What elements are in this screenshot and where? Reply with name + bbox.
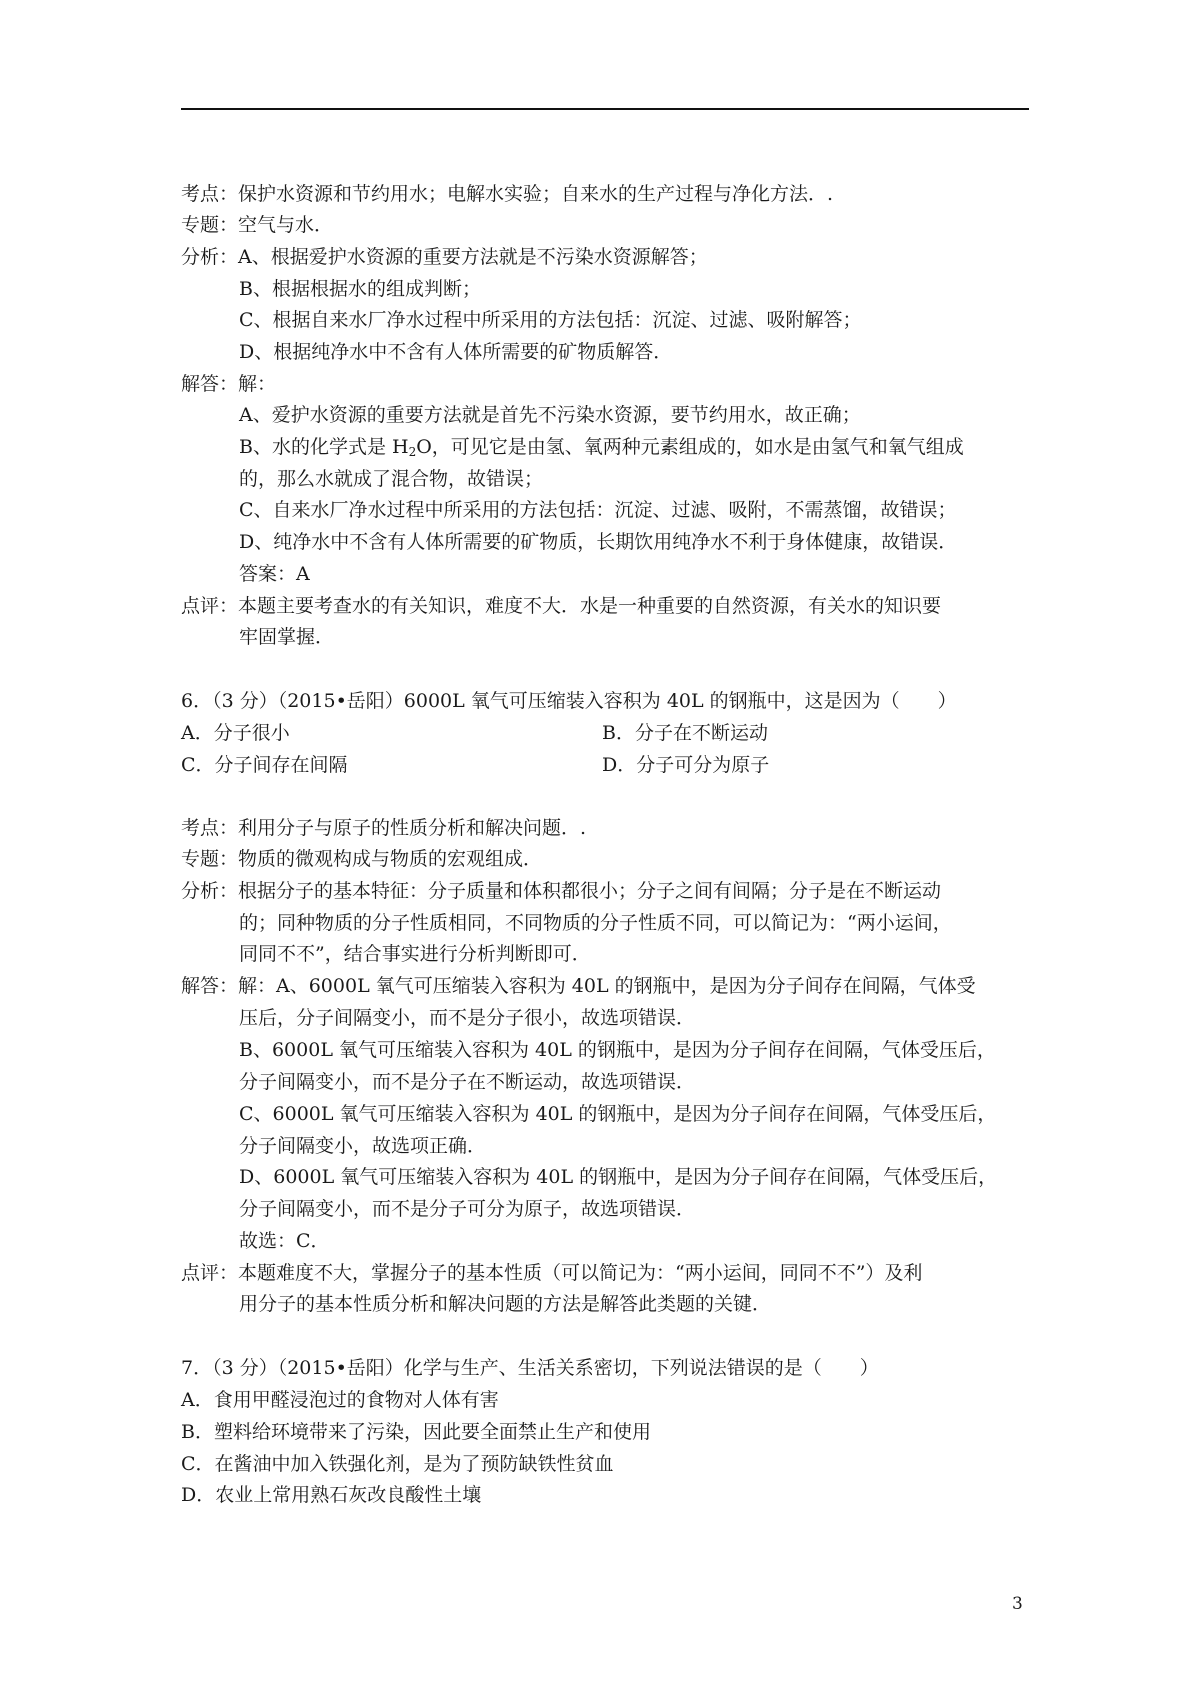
q5-fenxi-line: B、根据根据水的组成判断； [239, 278, 481, 300]
q6-option-b: B．分子在不断运动 [602, 722, 768, 744]
q6-jieda-line: C、6000L 氧气可压缩装入容积为 40L 的钢瓶中，是因为分子间存在间隔，气体受压后， [239, 1103, 997, 1125]
q6-option-c: C．分子间存在间隔 [181, 754, 348, 776]
q6-jieda-line: 分子间隔变小，而不是分子可分为原子，故选项错误． [239, 1198, 696, 1220]
q7-option-a: A．食用甲醛浸泡过的食物对人体有害 [181, 1389, 499, 1411]
q5-jieda-line: D、纯净水中不含有人体所需要的矿物质，长期饮用纯净水不利于身体健康，故错误． [239, 531, 958, 553]
q5-fenxi-line: D、根据纯净水中不含有人体所需要的矿物质解答． [239, 341, 673, 363]
page-number: 3 [1012, 1594, 1023, 1614]
q6-jieda-line: B、6000L 氧气可压缩装入容积为 40L 的钢瓶中，是因为分子间存在间隔，气体受压后， [239, 1039, 996, 1061]
q6-jieda-line: 分子间隔变小，故选项正确． [239, 1135, 487, 1157]
q6-fenxi-line: 分析：根据分子的基本特征：分子质量和体积都很小；分子之间有间隔；分子是在不断运动 [181, 880, 942, 902]
q6-jieda-line: 压后，分子间隔变小，而不是分子很小，故选项错误． [239, 1007, 696, 1029]
q5-jieda-line-formula: B、水的化学式是 $H_2O$，可见它是由氢、氧两种元素组成的，如水是由氢气和氧气组成 [239, 436, 964, 459]
q5-fenxi-line: C、根据自来水厂净水过程中所采用的方法包括：沉淀、过滤、吸附解答； [239, 309, 862, 331]
q6-kaodian: 考点：利用分子与原子的性质分析和解决问题．. [181, 817, 587, 839]
q5-dianping-line: 牢固掌握． [239, 626, 335, 648]
q6-jieda-line: D、6000L 氧气可压缩装入容积为 40L 的钢瓶中，是因为分子间存在间隔，气体受压后， [239, 1166, 998, 1188]
q7-option-c: C．在酱油中加入铁强化剂，是为了预防缺铁性贫血 [181, 1453, 614, 1475]
q6-fenxi-line: 的；同种物质的分子性质相同，不同物质的分子性质不同，可以简记为：“两小运间， [239, 912, 952, 934]
q5-kaodian: 考点：保护水资源和节约用水；电解水实验；自来水的生产过程与净化方法．. [181, 183, 834, 205]
q5-fenxi-line: 分析：A、根据爱护水资源的重要方法就是不污染水资源解答； [181, 246, 708, 268]
header-rule [181, 108, 1029, 110]
q5-jieda-line: A、爱护水资源的重要方法就是首先不污染水资源，要节约用水，故正确； [239, 404, 861, 426]
q6-fenxi-line: 同同不不”，结合事实进行分析判断即可． [239, 943, 591, 965]
q6-jieda-line: 分子间隔变小，而不是分子在不断运动，故选项错误． [239, 1071, 696, 1093]
q6-dianping-line: 点评：本题难度不大，掌握分子的基本性质（可以简记为：“两小运间，同同不不”）及利 [181, 1262, 923, 1284]
q6-dianping-line: 用分子的基本性质分析和解决问题的方法是解答此类题的关键． [239, 1293, 772, 1315]
q5-answer: 答案：A [239, 563, 310, 585]
q7-option-b: B．塑料给环境带来了污染，因此要全面禁止生产和使用 [181, 1421, 651, 1443]
q6-option-a: A．分子很小 [181, 722, 290, 744]
q5-jieda-line: 的，那么水就成了混合物，故错误； [239, 468, 544, 490]
q5-zhuanti: 专题：空气与水． [181, 214, 334, 236]
q7-option-d: D．农业上常用熟石灰改良酸性土壤 [181, 1484, 482, 1506]
q6-stem: 6．（3 分）（2015•岳阳）6000L 氧气可压缩装入容积为 40L 的钢瓶中，这是因为（ ） [181, 690, 957, 712]
q5-jieda-head: 解答：解： [181, 373, 277, 395]
q5-dianping-line: 点评：本题主要考查水的有关知识，难度不大．水是一种重要的自然资源，有关水的知识要 [181, 595, 942, 617]
q6-answer: 故选：C． [239, 1230, 330, 1252]
q6-option-d: D．分子可分为原子 [602, 754, 770, 776]
q6-jieda-line: 解答：解：A、6000L 氧气可压缩装入容积为 40L 的钢瓶中，是因为分子间存在间隔，气体受 [181, 975, 976, 997]
q7-stem: 7．（3 分）（2015•岳阳）化学与生产、生活关系密切，下列说法错误的是（ ） [181, 1357, 879, 1379]
subscript-2: 2 [408, 445, 417, 459]
q6-zhuanti: 专题：物质的微观构成与物质的宏观组成． [181, 848, 543, 870]
q5-jieda-line: C、自来水厂净水过程中所采用的方法包括：沉淀、过滤、吸附，不需蒸馏，故错误； [239, 499, 957, 521]
